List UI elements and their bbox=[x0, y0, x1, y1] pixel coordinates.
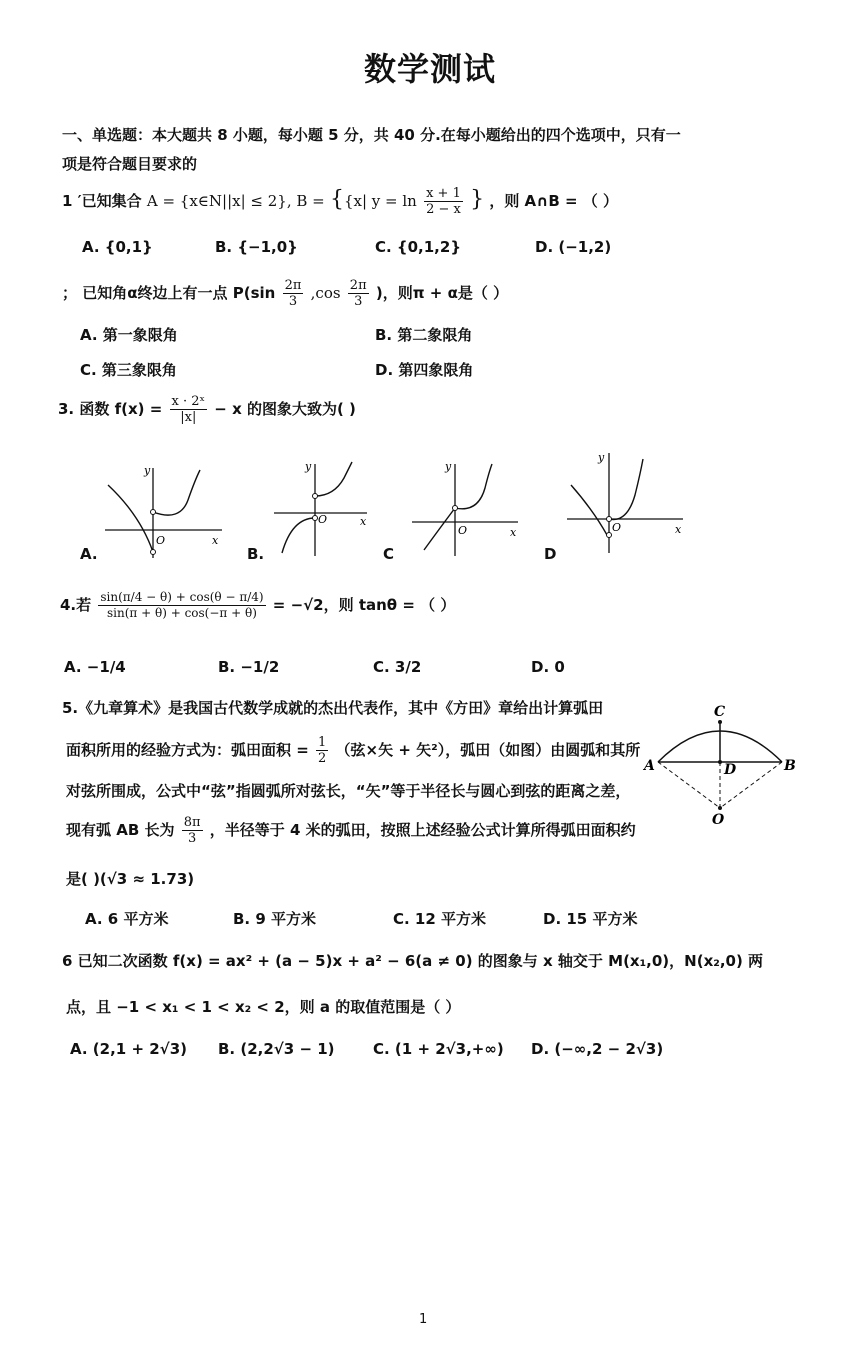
q5-line3: 对弦所围成，公式中“弦”指圆弧所对弦长，“矢”等于半径长与圆心到弦的距离之差， bbox=[66, 782, 631, 800]
q5-option-d: D. 15 平方米 bbox=[543, 910, 638, 928]
q5-line4-b: ，半径等于 4 米的弧田，按照上述经验公式计算所得弧田面积约 bbox=[209, 821, 636, 839]
q2-frac2-den: 3 bbox=[354, 294, 363, 309]
q3d-origin: O bbox=[612, 521, 622, 534]
q5-fig-label-c: C bbox=[714, 704, 726, 720]
q5-line2-a: 面积所用的经验方式为：弧田面积 = bbox=[66, 741, 309, 759]
q5-frac-half-num: 1 bbox=[318, 735, 327, 750]
q2-frac1-num: 2π bbox=[284, 278, 302, 293]
q5-line1: 5.《九章算术》是我国古代数学成就的杰出代表作，其中《方田》章给出计算弧田 bbox=[62, 699, 604, 717]
q3-graph-label-b: B. bbox=[247, 545, 265, 563]
q5-line5: 是( )(√3 ≈ 1.73) bbox=[66, 870, 195, 888]
q6-option-b: B. (2,2√3 − 1) bbox=[218, 1040, 335, 1058]
section-heading-line1: 一、单选题：本大题共 8 小题，每小题 5 分，共 40 分.在每小题给出的四个选项中，只有一 bbox=[62, 126, 681, 144]
q5-option-b: B. 9 平方米 bbox=[233, 910, 317, 928]
q5-line4 bbox=[66, 815, 636, 846]
section-heading-line2: 项是符合题目要求的 bbox=[62, 155, 198, 173]
q3-suffix: − x 的图象大致为( ) bbox=[214, 400, 356, 418]
q2-suffix: )，则π + α是（ ） bbox=[375, 284, 509, 302]
q3c-x-label: x bbox=[510, 526, 517, 539]
question-4 bbox=[60, 590, 455, 621]
q3b-origin: O bbox=[318, 513, 328, 526]
page-title: 数学测试 bbox=[363, 50, 496, 88]
q2-frac1-den: 3 bbox=[288, 294, 298, 309]
q4-frac-den: sin(π + θ) + cos(−π + θ) bbox=[107, 606, 257, 620]
q5-line4-a: 现有弧 AB 长为 bbox=[66, 821, 175, 839]
q4-option-d: D. 0 bbox=[531, 658, 565, 676]
q3-graph-d bbox=[565, 445, 690, 555]
q6-option-a: A. (2,1 + 2√3) bbox=[70, 1040, 187, 1058]
q2-prefix: ； 已知角α终边上有一点 P(sin bbox=[62, 284, 276, 302]
q1-frac-num: x + 1 bbox=[426, 186, 461, 201]
q5-line2 bbox=[66, 735, 640, 766]
q5-option-c: C. 12 平方米 bbox=[393, 910, 487, 928]
q5-frac-8pi-den: 3 bbox=[188, 831, 197, 846]
q1-frac-den: 2 − x bbox=[426, 202, 461, 217]
q3d-y-label: y bbox=[598, 451, 605, 464]
q4-prefix: 4.若 bbox=[60, 596, 92, 614]
q2-fraction-1 bbox=[283, 278, 304, 309]
q1-fraction bbox=[424, 186, 463, 217]
q5-line2-b: （弦×矢 + 矢²），弧田（如图）由圆弧和其所 bbox=[335, 741, 641, 759]
q5-fig-label-o: O bbox=[712, 812, 725, 825]
q5-line2-fraction bbox=[316, 735, 328, 766]
q4-fraction bbox=[98, 590, 265, 621]
q2-frac2-num: 2π bbox=[349, 278, 367, 293]
q5-fig-label-d: D bbox=[724, 762, 737, 778]
q4-option-a: A. −1/4 bbox=[64, 658, 126, 676]
q2-fraction-2 bbox=[348, 278, 369, 309]
q3-graph-b bbox=[272, 458, 377, 558]
q3c-y-label: y bbox=[445, 460, 452, 473]
q6-option-d: D. (−∞,2 − 2√3) bbox=[531, 1040, 664, 1058]
q5-option-a: A. 6 平方米 bbox=[85, 910, 169, 928]
question-3 bbox=[58, 394, 356, 425]
q3a-y-label: y bbox=[144, 464, 151, 477]
q3d-x-label: x bbox=[675, 523, 682, 536]
q3-graph-a bbox=[100, 460, 230, 560]
q3b-x-label: x bbox=[360, 515, 367, 528]
q1-suffix: ，则 A∩B = （ ） bbox=[489, 192, 619, 210]
q5-frac-half-den: 2 bbox=[318, 751, 327, 766]
q2-option-a: A. 第一象限角 bbox=[80, 326, 178, 344]
q1-prefix: 1 ′已知集合 bbox=[62, 192, 142, 210]
q5-frac-8pi-num: 8π bbox=[183, 815, 201, 830]
q2-option-d: D. 第四象限角 bbox=[375, 361, 474, 379]
q6-line2: 点，且 −1 < x₁ < 1 < x₂ < 2，则 a 的取值范围是（ ） bbox=[66, 998, 461, 1016]
q5-line4-fraction bbox=[182, 815, 203, 846]
q1-option-b: B. {−1,0} bbox=[215, 238, 298, 256]
q2-mid: ,cos bbox=[310, 284, 341, 302]
q3-fraction bbox=[170, 394, 208, 425]
q2-option-b: B. 第二象限角 bbox=[375, 326, 473, 344]
q1-set-a: A = {x∈N||x| ≤ 2}, B = bbox=[146, 192, 325, 210]
q6-option-c: C. (1 + 2√3,+∞) bbox=[373, 1040, 504, 1058]
q3-graph-label-d: D bbox=[544, 545, 557, 563]
q3-graph-label-c: C bbox=[383, 545, 395, 563]
q5-fig-label-b: B bbox=[784, 758, 796, 774]
q5-fig-label-a: A bbox=[644, 758, 655, 774]
q3-graph-label-a: A. bbox=[80, 545, 98, 563]
question-1 bbox=[62, 186, 618, 217]
q1-option-a: A. {0,1} bbox=[82, 238, 153, 256]
q2-option-c: C. 第三象限角 bbox=[80, 361, 177, 379]
q1-set-b-text: {x| y = ln bbox=[343, 192, 417, 210]
q3b-y-label: y bbox=[305, 460, 312, 473]
q3a-x-label: x bbox=[212, 534, 219, 547]
q1-set-b-right: } bbox=[470, 187, 485, 212]
q1-set-b-left: { bbox=[329, 187, 344, 212]
q4-option-c: C. 3/2 bbox=[373, 658, 422, 676]
q3c-origin: O bbox=[458, 524, 468, 537]
q1-option-c: C. {0,1,2} bbox=[375, 238, 461, 256]
q4-suffix: = −√2，则 tanθ = （ ） bbox=[272, 596, 456, 614]
q3-graph-c bbox=[410, 458, 525, 558]
q3-frac-den: |x| bbox=[180, 410, 197, 425]
q1-option-d: D. (−1,2) bbox=[535, 238, 612, 256]
q5-arc-figure bbox=[640, 700, 800, 825]
q3-prefix: 3. 函数 f(x) = bbox=[58, 400, 163, 418]
q4-option-b: B. −1/2 bbox=[218, 658, 280, 676]
q6-line1: 6 已知二次函数 f(x) = ax² + (a − 5)x + a² − 6(a ≠ 0) 的图象与 x 轴交于 M(x₁,0)，N(x₂,0) 两 bbox=[62, 952, 764, 970]
q3a-origin: O bbox=[156, 534, 166, 547]
page-number: 1 bbox=[419, 1312, 428, 1327]
q3-frac-num: x · 2ˣ bbox=[171, 394, 206, 409]
question-2 bbox=[62, 278, 508, 309]
q4-frac-num: sin(π/4 − θ) + cos(θ − π/4) bbox=[100, 590, 264, 604]
